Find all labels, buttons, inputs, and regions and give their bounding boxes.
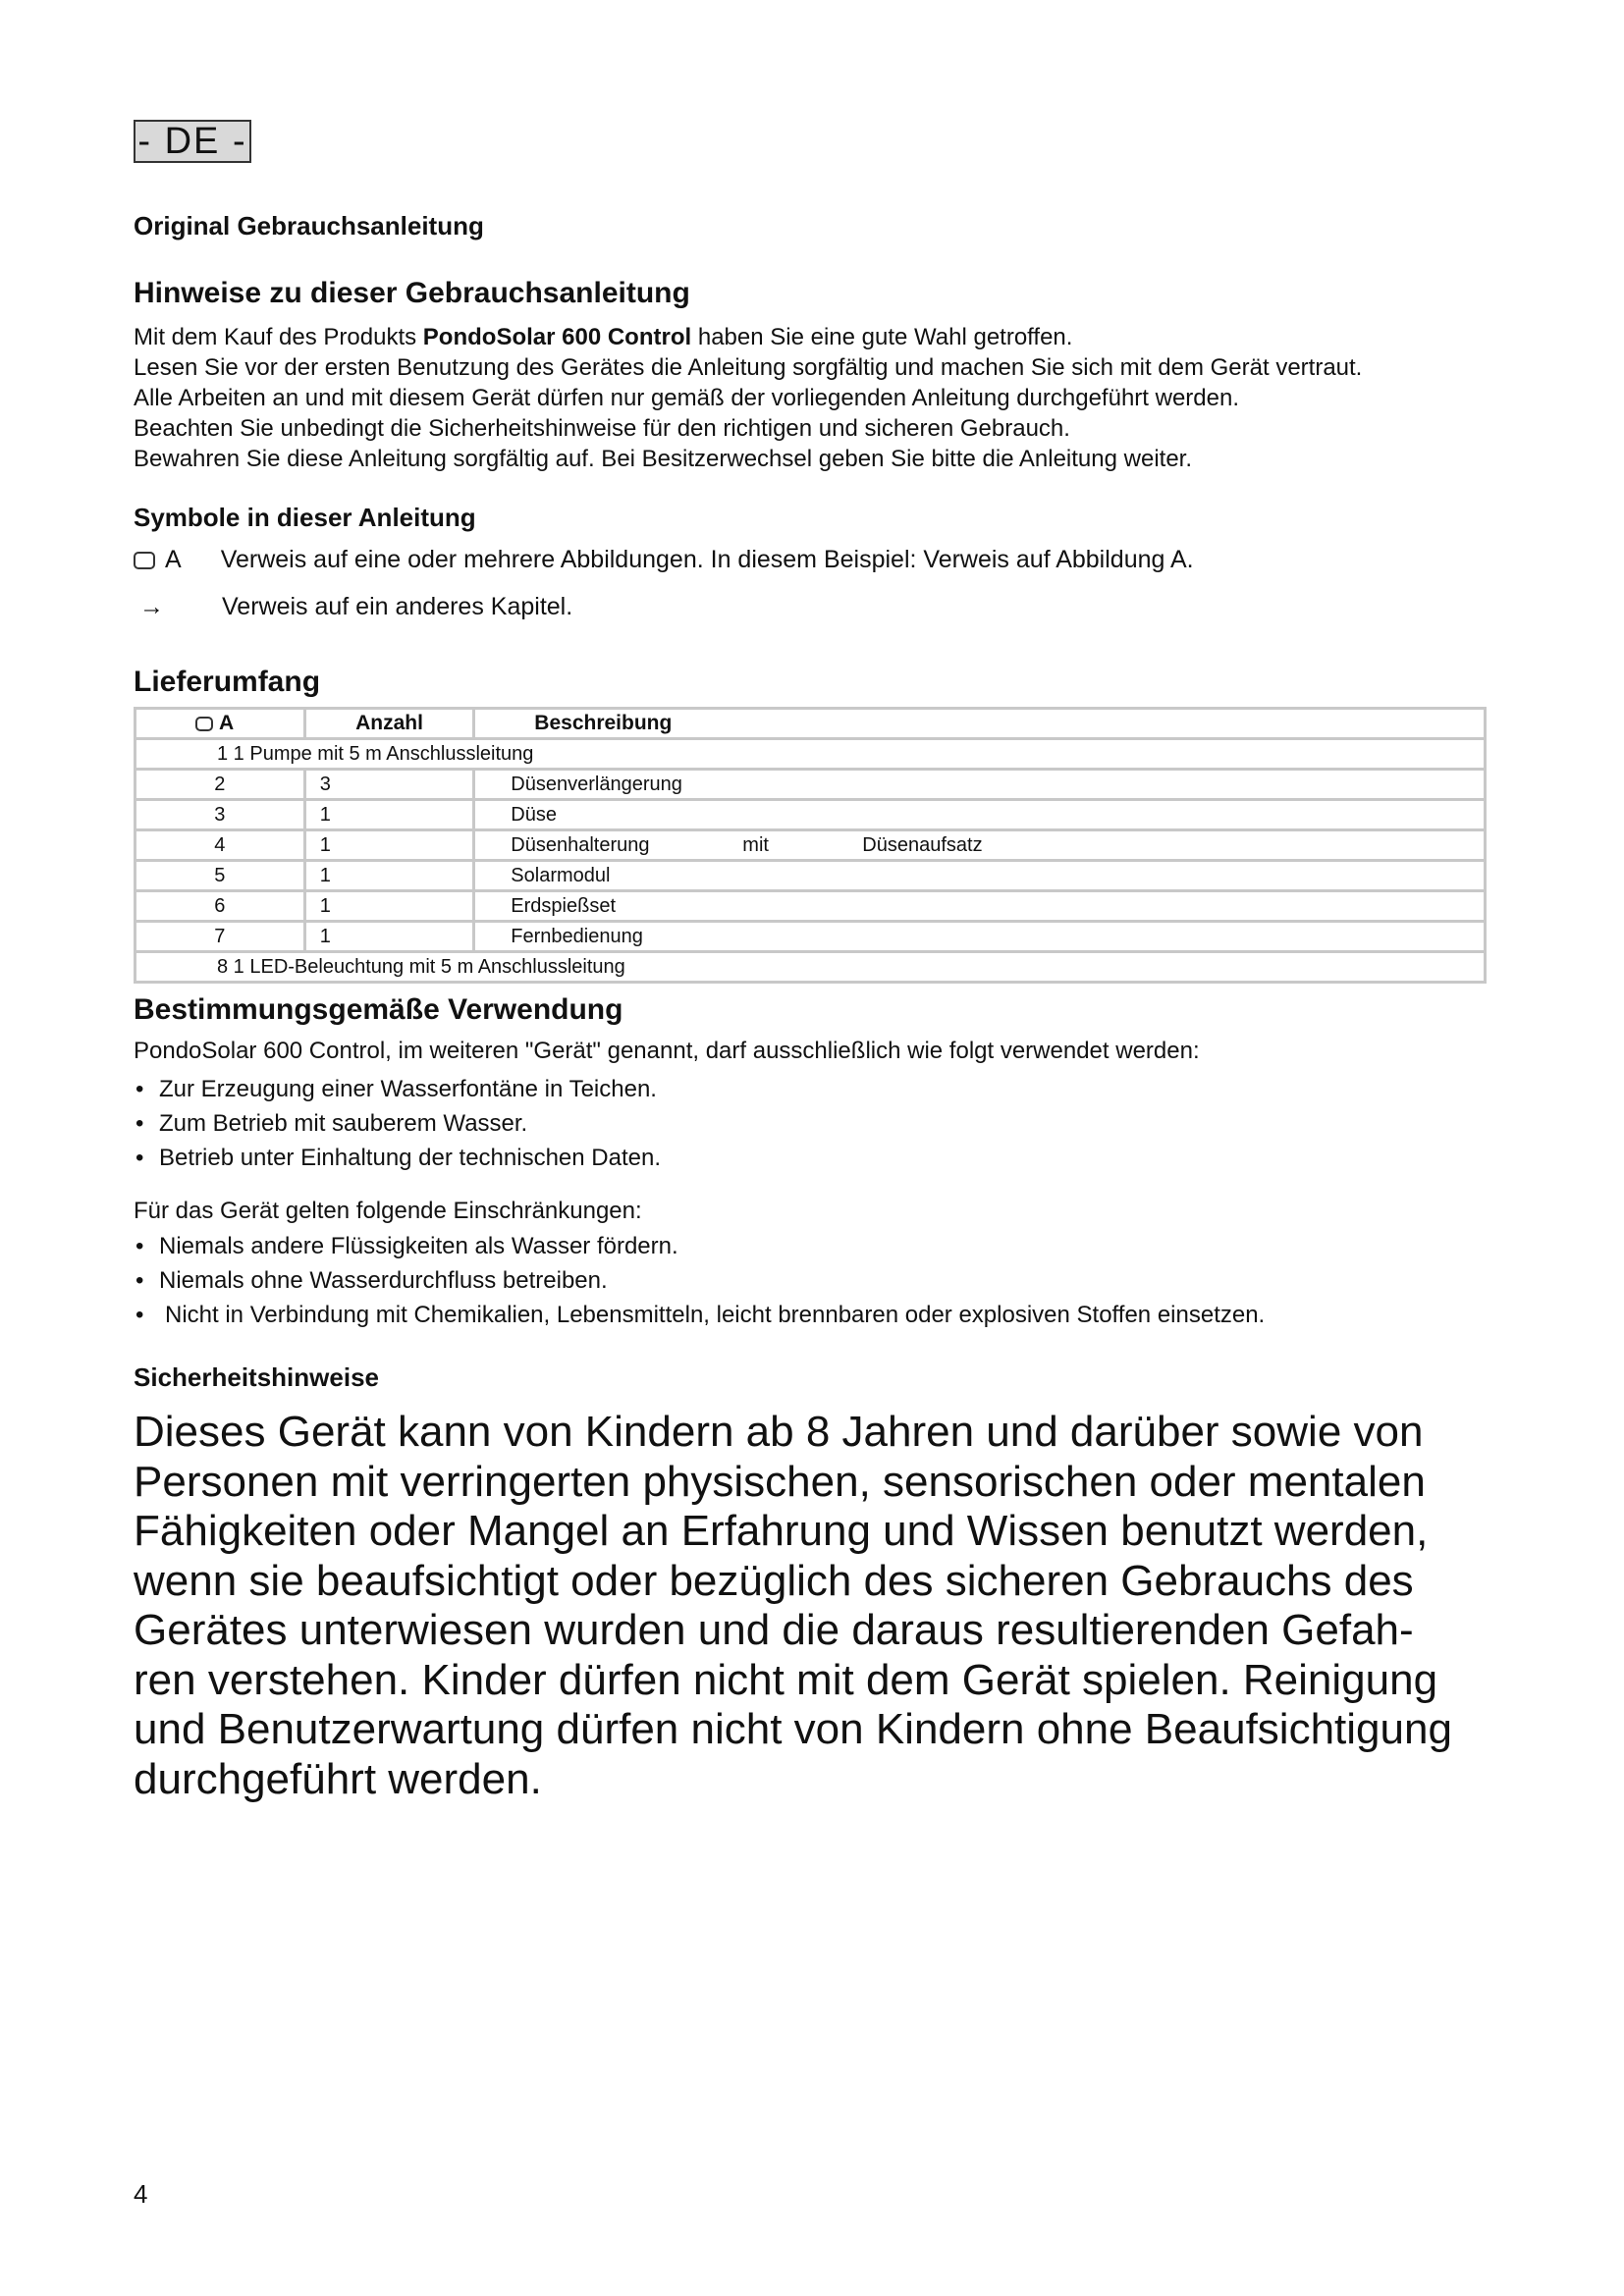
document-title: Original Gebrauchsanleitung — [134, 211, 484, 240]
table-cell-position: 3 — [135, 800, 305, 830]
table-cell-quantity: 1 — [304, 861, 474, 891]
table-row — [135, 800, 1486, 830]
notes-line: Beachten Sie unbedingt die Sicherheitshinweise für den richtigen und sicheren Gebrauch. — [134, 415, 1070, 442]
list-item: • Niemals ohne Wasserdurchfluss betreiben. — [134, 1263, 1265, 1298]
scope-table — [134, 707, 1487, 984]
safety-line: ren verstehen. Kinder dürfen nicht mit dem Gerät spielen. Reinigung — [134, 1655, 1438, 1704]
safety-line: wenn sie beaufsichtigt oder bezüglich des sicheren Gebrauchs des — [134, 1556, 1414, 1605]
safety-heading: Sicherheitshinweise — [134, 1362, 379, 1392]
symbol-figure-letter: A — [165, 546, 182, 573]
table-row — [135, 891, 1486, 922]
list-item: • Zur Erzeugung einer Wasserfontäne in Teichen. — [134, 1072, 661, 1106]
restrictions-intro: Für das Gerät gelten folgende Einschränkungen: — [134, 1198, 642, 1224]
table-header-row — [135, 709, 1486, 739]
table-cell-description: Düsenverlängerung — [474, 770, 1486, 800]
table-cell-description: Erdspießset — [474, 891, 1486, 922]
table-cell-position: 4 — [135, 830, 305, 861]
table-cell-merged: 1 1 Pumpe mit 5 m Anschlussleitung — [135, 739, 1486, 770]
table-cell-description: Düsenhalterung mit Düsenaufsatz — [474, 830, 1486, 861]
table-cell-quantity: 1 — [304, 800, 474, 830]
list-item: • Niemals andere Flüssigkeiten als Wasser fördern. — [134, 1229, 1265, 1263]
symbol-arrow-row — [134, 593, 572, 621]
notes-line: Alle Arbeiten an und mit diesem Gerät dürfen nur gemäß der vorliegenden Anleitung durchgeführt werden. — [134, 385, 1240, 411]
safety-line: Gerätes unterwiesen wurden und die daraus resultierenden Gefah- — [134, 1606, 1414, 1654]
safety-line: Fähigkeiten oder Mangel an Erfahrung und Wissen benutzt werden, — [134, 1507, 1429, 1555]
table-row — [135, 770, 1486, 800]
figure-reference-icon — [134, 552, 155, 569]
notes-line: Lesen Sie vor der ersten Benutzung des Gerätes die Anleitung sorgfältig und machen Sie sich mit dem Gerät vertraut. — [134, 354, 1363, 381]
table-cell-quantity: 3 — [304, 770, 474, 800]
list-item: • Betrieb unter Einhaltung der technischen Daten. — [134, 1141, 661, 1175]
table-row — [135, 952, 1486, 983]
notes-intro: Mit dem Kauf des Produkts PondoSolar 600 Control haben Sie eine gute Wahl getroffen. — [134, 324, 1073, 350]
intended-use-heading: Bestimmungsgemäße Verwendung — [134, 993, 623, 1026]
table-cell-description: Solarmodul — [474, 861, 1486, 891]
table-cell-position: 5 — [135, 861, 305, 891]
column-header-description: Beschreibung — [474, 709, 1486, 739]
notes-heading: Hinweise zu dieser Gebrauchsanleitung — [134, 277, 690, 309]
table-row — [135, 739, 1486, 770]
safety-line: und Benutzerwartung dürfen nicht von Kindern ohne Beaufsichtigung — [134, 1705, 1452, 1753]
safety-line: durchgeführt werden. — [134, 1754, 542, 1803]
scope-heading: Lieferumfang — [134, 666, 321, 698]
table-cell-merged: 8 1 LED-Beleuchtung mit 5 m Anschlussleitung — [135, 952, 1486, 983]
table-cell-description: Düse — [474, 800, 1486, 830]
table-cell-quantity: 1 — [304, 830, 474, 861]
arrow-right-icon: → — [139, 593, 164, 620]
list-item: • Zum Betrieb mit sauberem Wasser. — [134, 1106, 661, 1141]
restrictions-list — [134, 1229, 1265, 1332]
table-cell-position: 7 — [135, 922, 305, 952]
language-tag: - DE - — [134, 120, 251, 163]
table-row — [135, 861, 1486, 891]
symbol-arrow-text: Verweis auf ein anderes Kapitel. — [222, 593, 573, 620]
notes-text — [134, 322, 1362, 474]
notes-line: Bewahren Sie diese Anleitung sorgfältig auf. Bei Besitzerwechsel geben Sie bitte die Anleitung weiter. — [134, 446, 1193, 472]
column-header-figure: A — [135, 709, 305, 739]
table-cell-quantity: 1 — [304, 891, 474, 922]
symbol-figure-text: Verweis auf eine oder mehrere Abbildungen. In diesem Beispiel: Verweis auf Abbildung A. — [220, 546, 1194, 573]
intended-use-intro: PondoSolar 600 Control, im weiteren "Gerät" genannt, darf ausschließlich wie folgt verwendet werden: — [134, 1038, 1200, 1064]
column-header-quantity: Anzahl — [304, 709, 474, 739]
page-number: 4 — [134, 2179, 148, 2209]
table-row — [135, 922, 1486, 952]
table-cell-description: Fernbedienung — [474, 922, 1486, 952]
symbol-figure-row — [134, 546, 1194, 574]
safety-text — [134, 1408, 1452, 1804]
table-row — [135, 830, 1486, 861]
list-item: • Nicht in Verbindung mit Chemikalien, Lebensmitteln, leicht brennbaren oder explosiven Stoffen einsetzen. — [134, 1298, 1265, 1332]
figure-reference-icon — [195, 717, 213, 731]
safety-line: Personen mit verringerten physischen, sensorischen oder mentalen — [134, 1457, 1426, 1506]
table-cell-quantity: 1 — [304, 922, 474, 952]
symbols-heading: Symbole in dieser Anleitung — [134, 503, 476, 532]
table-cell-position: 2 — [135, 770, 305, 800]
table-cell-position: 6 — [135, 891, 305, 922]
product-name: PondoSolar 600 Control — [422, 324, 692, 350]
safety-line: Dieses Gerät kann von Kindern ab 8 Jahren und darüber sowie von — [134, 1408, 1424, 1456]
intended-use-list — [134, 1072, 661, 1175]
